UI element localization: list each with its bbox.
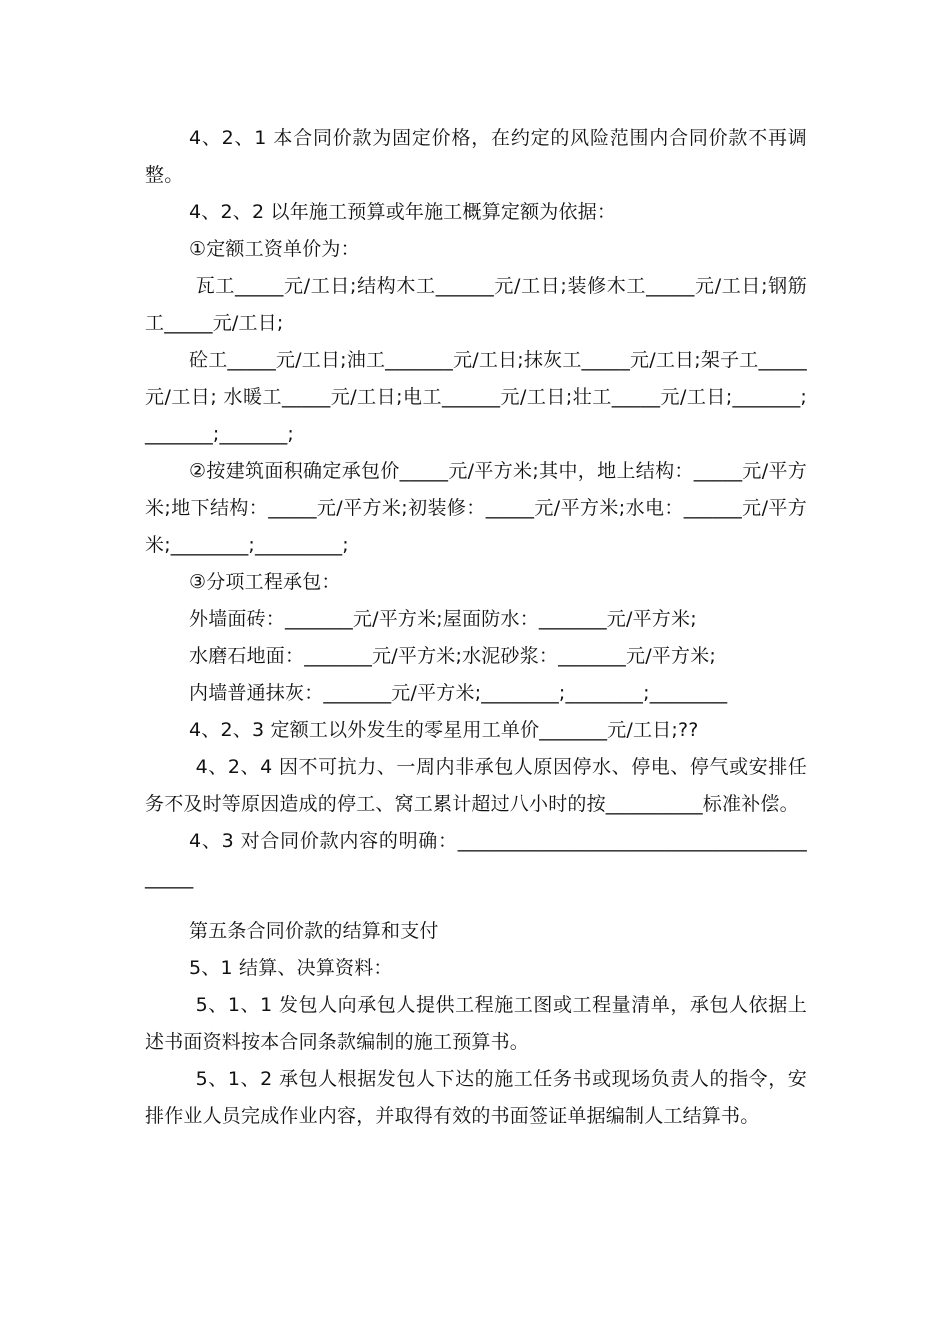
wage-rate-line-2: 砼工_____元/工日;油工_______元/工日;抹灰工_____元/工日;架子工_____元/工日; 水暖工_____元/工日;电工______元/工日;壮工_____元/工日;_______;_______;_______; [145,349,807,445]
clause-5-1: 5、1 结算、决算资料： [189,957,393,979]
clause-5-1-2: 5、1、2 承包人根据发包人下达的施工任务书或现场负责人的指令，安排作业人员完成作业内容，并取得有效的书面签证单据编制人工结算书。 [145,1068,807,1127]
subcontract-heading: ③分项工程承包： [189,571,341,593]
clause-4-2-4: 4、2、4 因不可抗力、一周内非承包人原因停水、停电、停气或安排任务不及时等原因造成的停工、窝工累计超过八小时的按__________标准补偿。 [145,756,807,815]
clause-4-3: 4、3 对合同价款内容的明确：_________________________________________ [145,830,807,889]
clause-4-2-1: 4、2、1 本合同价款为固定价格，在约定的风险范围内合同价款不再调整。 [145,127,807,186]
clause-4-2-2: 4、2、2 以年施工预算或年施工概算定额为依据： [189,201,617,223]
area-price-line: ②按建筑面积确定承包价_____元/平方米;其中，地上结构：_____元/平方米;地下结构：_____元/平方米;初装修：_____元/平方米;水电：______元/平方米;________;_________; [145,460,807,556]
clause-5-1-1: 5、1、1 发包人向承包人提供工程施工图或工程量清单，承包人依据上述书面资料按本合同条款编制的施工预算书。 [145,994,807,1053]
paragraph-spacer [145,897,807,913]
document-page [145,120,807,1135]
clause-4-2-3: 4、2、3 定额工以外发生的零星用工单价_______元/工日;?? [189,719,699,741]
subcontract-line-2: 水磨石地面：_______元/平方米;水泥砂浆：_______元/平方米; [189,645,717,667]
wage-rate-heading: ①定额工资单价为： [189,238,360,260]
wage-rate-line-1: 瓦工_____元/工日;结构木工______元/工日;装修木工_____元/工日;钢筋工_____元/工日; [145,275,807,334]
subcontract-line-3: 内墙普通抹灰：_______元/平方米;________;________;________ [189,682,728,704]
article-5-title: 第五条合同价款的结算和支付 [189,920,439,942]
subcontract-line-1: 外墙面砖：_______元/平方米;屋面防水：_______元/平方米; [189,608,697,630]
